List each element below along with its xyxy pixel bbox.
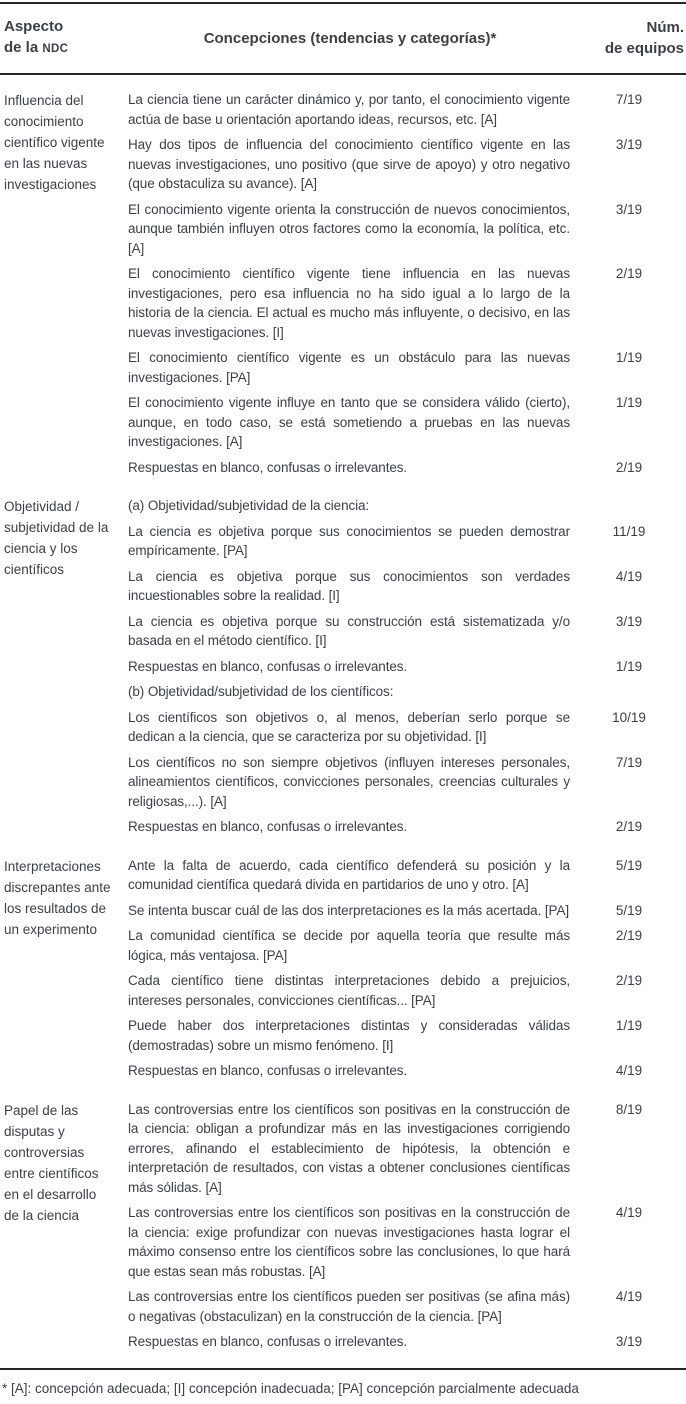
concept-row xyxy=(128,264,686,342)
num-equipos: 4/19 xyxy=(615,1205,643,1220)
footnote: * [A]: concepción adecuada; [I] concepción inadecuada; [PA] concepción parcialmente adecuada xyxy=(2,1381,579,1396)
concept-text: Ante la falta de acuerdo, cada científico defenderá su posición y la comunidad científica quedará divida en partidarios de uno y otro. [A] xyxy=(128,857,570,892)
num-equipos: 2/19 xyxy=(615,266,643,281)
num-equipos: 1/19 xyxy=(615,1018,643,1033)
num-equipos: 3/19 xyxy=(615,201,643,217)
concept-text: El conocimiento vigente orienta la construcción de nuevos conocimientos, aunque también influyen otros factores como la economía, la política, etc. [A] xyxy=(128,201,570,256)
table-body xyxy=(0,75,686,1358)
concept-row xyxy=(128,458,686,478)
table-section xyxy=(0,1100,686,1358)
header-aspect-line2 xyxy=(4,37,128,60)
concept-row xyxy=(128,708,686,747)
header-concepciones: Concepciones (tendencias y categorías)* xyxy=(203,29,497,47)
concept-text: La comunidad científica se decide por aquella teoría que resulte más lógica, más ventajosa. [PA] xyxy=(128,928,570,963)
concept-text: Las controversias entre los científicos son positivas en la construcción de la ciencia: obligan a profundizar más en las investigaciones corrigiendo errores, afinando el establecimiento de hipótesis, la obtención e interpretación de resultados, con vistas a obtener conclusiones científicas más sólidas. [A] xyxy=(128,1101,570,1195)
concept-rows xyxy=(128,1100,686,1358)
concept-row xyxy=(128,856,686,895)
concept-text: El conocimiento científico vigente tiene influencia en las nuevas investigaciones, pero esa influencia no ha sido igual a lo largo de la historia de la ciencia. El actual es mucho más influyente, o decisivo, en las nuevas investigaciones. [I] xyxy=(128,266,570,340)
header-num-line2: de equipos xyxy=(604,40,684,57)
concept-row xyxy=(128,1016,686,1055)
num-equipos: 8/19 xyxy=(615,1101,643,1117)
concept-subheader-row xyxy=(128,496,686,516)
num-equipos: 5/19 xyxy=(615,857,643,873)
concept-text: (b) Objetividad/subjetividad de los científicos: xyxy=(128,684,394,699)
num-equipos xyxy=(572,496,686,516)
concept-rows xyxy=(128,856,686,1087)
concept-text: Puede haber dos interpretaciones distintas y consideradas válidas (demostradas) sobre un mismo fenómeno. [I] xyxy=(128,1018,570,1053)
table-section xyxy=(0,856,686,1087)
concept-rows xyxy=(128,496,686,843)
concept-row xyxy=(128,393,686,452)
table-section xyxy=(0,90,686,483)
concept-rows xyxy=(128,90,686,483)
num-equipos: 3/19 xyxy=(615,1334,643,1349)
table-footer xyxy=(0,1368,686,1404)
concept-row xyxy=(128,1061,686,1081)
concept-row xyxy=(128,817,686,837)
concept-text: El conocimiento vigente influye en tanto que se considera válido (cierto), aunque, en todo caso, se está sometiendo a pruebas en las nuevas investigaciones. [A] xyxy=(128,395,570,449)
aspect-label: Papel de las disputas y controversias entre científicos en el desarrollo de la ciencia xyxy=(4,1102,99,1223)
num-equipos: 2/19 xyxy=(615,973,643,988)
concept-text: Respuestas en blanco, confusas o irrelevantes. xyxy=(128,819,408,834)
concept-row xyxy=(128,971,686,1010)
concept-row xyxy=(128,567,686,606)
num-equipos: 3/19 xyxy=(615,137,643,152)
table-header xyxy=(0,4,686,73)
concept-row xyxy=(128,901,686,921)
num-equipos: 7/19 xyxy=(615,92,643,107)
num-equipos: 2/19 xyxy=(615,819,643,834)
concept-row xyxy=(128,1203,686,1281)
concept-text: Los científicos no son siempre objetivos (influyen intereses personales, alineamientos científicos, convicciones personales, creencias culturales y religiosas,...). [A] xyxy=(128,754,570,809)
concept-text: La ciencia es objetiva porque sus conocimientos se pueden demostrar empíricamente. [PA] xyxy=(128,523,570,558)
num-equipos: 2/19 xyxy=(615,928,643,943)
num-equipos: 5/19 xyxy=(615,902,643,918)
table-section xyxy=(0,496,686,843)
ndc-acronym: NDC xyxy=(42,43,69,55)
concept-row xyxy=(128,657,686,677)
concept-text: Respuestas en blanco, confusas o irrelevantes. xyxy=(128,459,408,475)
concept-text: Las controversias entre los científicos pueden ser positivas (se afina más) o negativas (obstaculizan) en la construcción de la ciencia. [PA] xyxy=(128,1289,570,1324)
num-equipos: 2/19 xyxy=(615,459,643,475)
concept-row xyxy=(128,753,686,812)
concept-text: Respuestas en blanco, confusas o irrelevantes. xyxy=(128,658,408,674)
concept-subheader-row xyxy=(128,682,686,702)
num-equipos: 4/19 xyxy=(615,1063,643,1078)
concept-text: Cada científico tiene distintas interpretaciones debido a prejuicios, intereses personales, convicciones científicas... [PA] xyxy=(128,973,570,1008)
num-equipos xyxy=(572,682,686,702)
num-equipos: 7/19 xyxy=(615,754,643,770)
header-aspect-ndc xyxy=(0,16,128,60)
concept-text: Hay dos tipos de influencia del conocimiento científico vigente en las nuevas investigaciones, uno positivo (que sirve de apoyo) y otro negativo (que obstaculiza su avance). [A] xyxy=(128,137,570,191)
concept-row xyxy=(128,522,686,561)
concept-text: El conocimiento científico vigente es un obstáculo para las nuevas investigaciones. [PA] xyxy=(128,350,570,385)
concept-row xyxy=(128,926,686,965)
aspect-label: Interpretaciones discrepantes ante los resultados de un experimento xyxy=(4,858,111,937)
header-num-equipos xyxy=(572,17,686,59)
header-aspect-line1: Aspecto xyxy=(4,18,64,35)
num-equipos: 3/19 xyxy=(615,613,643,629)
concept-text: La ciencia es objetiva porque su construcción está sistematizada y/o basada en el método científico. [I] xyxy=(128,613,570,648)
aspect-label: Objetividad / subjetividad de la ciencia y los científicos xyxy=(4,499,109,577)
num-equipos: 1/19 xyxy=(615,395,643,410)
concept-row xyxy=(128,1332,686,1352)
num-equipos: 1/19 xyxy=(615,658,643,674)
concept-row xyxy=(128,1287,686,1326)
header-aspect-line2-text: de la xyxy=(4,39,43,56)
concept-row xyxy=(128,90,686,129)
concept-text: La ciencia es objetiva porque sus conocimientos son verdades incuestionables sobre la realidad. [I] xyxy=(128,568,570,603)
concept-text: (a) Objetividad/subjetividad de la ciencia: xyxy=(128,498,370,513)
concept-row xyxy=(128,612,686,651)
num-equipos: 11/19 xyxy=(612,523,646,539)
concept-text: Respuestas en blanco, confusas o irrelevantes. xyxy=(128,1063,408,1078)
num-equipos: 4/19 xyxy=(615,1289,643,1304)
concept-row xyxy=(128,135,686,194)
concept-text: Los científicos son objetivos o, al menos, deberían serlo porque se dedican a la ciencia, que se caracteriza por su objetividad. [I] xyxy=(128,709,570,744)
num-equipos: 1/19 xyxy=(615,350,643,365)
aspect-label: Influencia del conocimiento científico vigente en las nuevas investigaciones xyxy=(4,93,105,192)
concept-row xyxy=(128,348,686,387)
num-equipos: 10/19 xyxy=(612,709,646,725)
concept-text: La ciencia tiene un carácter dinámico y, por tanto, el conocimiento vigente actúa de base u orientación aportando ideas, recursos, etc. [A] xyxy=(128,92,570,127)
concept-text: Se intenta buscar cuál de las dos interpretaciones es la más acertada. [PA] xyxy=(128,902,569,918)
concept-text: Las controversias entre los científicos son positivas en la construcción de la ciencia: exige profundizar con nuevas investigaciones hasta lograr el máximo consenso entre los científicos sobre las conclusiones, lo que hará que estas sean más robustas. [A] xyxy=(128,1205,570,1279)
num-equipos: 4/19 xyxy=(615,568,643,584)
concept-row xyxy=(128,200,686,259)
concept-text: Respuestas en blanco, confusas o irrelevantes. xyxy=(128,1334,408,1349)
concept-row xyxy=(128,1100,686,1198)
header-num-line1: Núm. xyxy=(646,19,684,36)
